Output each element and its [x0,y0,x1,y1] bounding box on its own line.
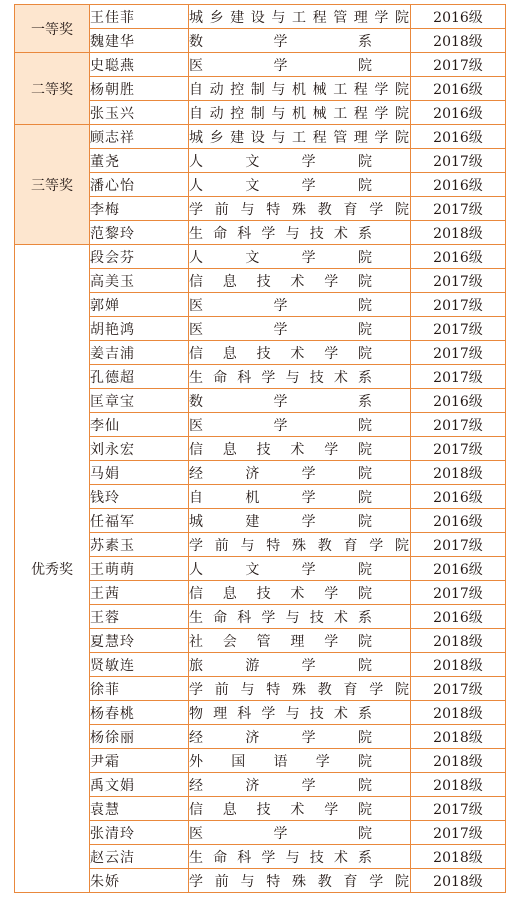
student-name-cell: 杨朝胜 [90,77,189,101]
college-name: 人文学院 [189,561,373,578]
grade-cell: 2017级 [411,821,506,845]
student-name-cell: 杨徐丽 [90,725,189,749]
grade-cell: 2016级 [411,485,506,509]
grade-cell: 2016级 [411,245,506,269]
student-name-cell: 魏建华 [90,29,189,53]
grade-cell: 2016级 [411,101,506,125]
college-cell [189,821,411,845]
college-name: 社会管理学院 [189,633,373,650]
college-name: 旅游学院 [189,657,373,674]
table-row [15,53,506,77]
college-name: 医学院 [189,321,373,338]
student-name-cell: 胡艳鸿 [90,317,189,341]
college-name: 经济学院 [189,729,373,746]
grade-cell: 2017级 [411,149,506,173]
grade-cell: 2016级 [411,605,506,629]
grade-cell: 2017级 [411,413,506,437]
award-table [14,4,506,893]
college-cell [189,101,411,125]
college-cell [189,197,411,221]
college-name: 经济学院 [189,777,373,794]
college-cell [189,845,411,869]
college-cell [189,293,411,317]
grade-cell: 2017级 [411,293,506,317]
grade-cell: 2018级 [411,749,506,773]
college-cell [189,125,411,149]
student-name-cell: 高美玉 [90,269,189,293]
student-name-cell: 杨春桃 [90,701,189,725]
grade-cell: 2018级 [411,701,506,725]
college-cell [189,557,411,581]
student-name-cell: 禹文娟 [90,773,189,797]
student-name-cell: 夏慧玲 [90,629,189,653]
college-cell [189,269,411,293]
college-name: 人文学院 [189,177,373,194]
college-name: 自动控制与机械工程学院 [189,105,410,122]
college-cell [189,29,411,53]
college-cell [189,5,411,29]
grade-cell: 2016级 [411,125,506,149]
student-name-cell: 姜吉浦 [90,341,189,365]
grade-cell: 2016级 [411,77,506,101]
grade-cell: 2017级 [411,365,506,389]
student-name-cell: 马娟 [90,461,189,485]
college-cell [189,173,411,197]
student-name-cell: 王佳菲 [90,5,189,29]
grade-cell: 2018级 [411,869,506,893]
college-name: 医学院 [189,57,373,74]
student-name-cell: 苏素玉 [90,533,189,557]
student-name-cell: 史聪燕 [90,53,189,77]
grade-cell: 2017级 [411,533,506,557]
student-name-cell: 朱娇 [90,869,189,893]
college-cell [189,77,411,101]
grade-cell: 2017级 [411,317,506,341]
student-name-cell: 钱玲 [90,485,189,509]
college-name: 生命科学与技术系 [189,369,373,386]
grade-cell: 2017级 [411,797,506,821]
college-cell [189,389,411,413]
college-name: 生命科学与技术系 [189,225,373,242]
student-name-cell: 张玉兴 [90,101,189,125]
grade-cell: 2018级 [411,629,506,653]
college-name: 人文学院 [189,153,373,170]
college-name: 生命科学与技术系 [189,609,373,626]
college-cell [189,245,411,269]
college-name: 学前与特殊教育学院 [189,873,410,890]
college-name: 医学院 [189,417,373,434]
college-cell [189,149,411,173]
college-name: 经济学院 [189,465,373,482]
grade-cell: 2018级 [411,29,506,53]
college-name: 学前与特殊教育学院 [189,681,410,698]
college-cell [189,413,411,437]
college-cell [189,605,411,629]
college-name: 学前与特殊教育学院 [189,537,410,554]
college-cell [189,653,411,677]
student-name-cell: 刘永宏 [90,437,189,461]
grade-cell: 2017级 [411,53,506,77]
grade-cell: 2016级 [411,389,506,413]
award-level-cell: 优秀奖 [15,245,90,893]
college-cell [189,677,411,701]
grade-cell: 2017级 [411,677,506,701]
college-name: 外国语学院 [189,753,373,770]
student-name-cell: 徐菲 [90,677,189,701]
grade-cell: 2017级 [411,581,506,605]
student-name-cell: 王蓉 [90,605,189,629]
college-cell [189,581,411,605]
college-cell [189,221,411,245]
college-name: 物理科学与技术系 [189,705,373,722]
college-name: 城乡建设与工程管理学院 [189,129,410,146]
student-name-cell: 李梅 [90,197,189,221]
student-name-cell: 任福军 [90,509,189,533]
college-cell [189,341,411,365]
college-name: 自动控制与机械工程学院 [189,81,410,98]
college-cell [189,509,411,533]
student-name-cell: 段会芬 [90,245,189,269]
college-cell [189,53,411,77]
college-cell [189,629,411,653]
college-name: 信息技术学院 [189,585,373,602]
college-cell [189,365,411,389]
table-row [15,125,506,149]
grade-cell: 2018级 [411,773,506,797]
grade-cell: 2016级 [411,173,506,197]
college-name: 医学院 [189,825,373,842]
college-name: 生命科学与技术系 [189,849,373,866]
college-cell [189,317,411,341]
college-name: 城建学院 [189,513,373,530]
college-cell [189,725,411,749]
student-name-cell: 尹霜 [90,749,189,773]
college-cell [189,869,411,893]
college-cell [189,749,411,773]
student-name-cell: 孔德超 [90,365,189,389]
student-name-cell: 顾志祥 [90,125,189,149]
award-level-cell: 一等奖 [15,5,90,53]
grade-cell: 2016级 [411,557,506,581]
grade-cell: 2016级 [411,5,506,29]
table-row [15,5,506,29]
college-cell [189,533,411,557]
college-name: 数学系 [189,393,373,410]
grade-cell: 2018级 [411,221,506,245]
grade-cell: 2017级 [411,341,506,365]
college-cell [189,797,411,821]
award-level-cell: 三等奖 [15,125,90,245]
award-table-body [15,5,506,893]
college-name: 医学院 [189,297,373,314]
college-name: 数学系 [189,33,373,50]
college-cell [189,773,411,797]
student-name-cell: 王萌萌 [90,557,189,581]
college-name: 学前与特殊教育学院 [189,201,410,218]
college-cell [189,461,411,485]
grade-cell: 2017级 [411,197,506,221]
student-name-cell: 贤敏连 [90,653,189,677]
college-name: 信息技术学院 [189,345,373,362]
student-name-cell: 李仙 [90,413,189,437]
grade-cell: 2017级 [411,269,506,293]
college-name: 信息技术学院 [189,273,373,290]
student-name-cell: 董尧 [90,149,189,173]
grade-cell: 2018级 [411,653,506,677]
grade-cell: 2018级 [411,725,506,749]
student-name-cell: 王茜 [90,581,189,605]
award-level-cell: 二等奖 [15,53,90,125]
student-name-cell: 张清玲 [90,821,189,845]
college-name: 信息技术学院 [189,801,373,818]
college-cell [189,437,411,461]
grade-cell: 2016级 [411,509,506,533]
student-name-cell: 范黎玲 [90,221,189,245]
student-name-cell: 赵云洁 [90,845,189,869]
table-row [15,245,506,269]
student-name-cell: 匡章宝 [90,389,189,413]
grade-cell: 2017级 [411,437,506,461]
college-name: 信息技术学院 [189,441,373,458]
college-name: 人文学院 [189,249,373,266]
student-name-cell: 郭婵 [90,293,189,317]
student-name-cell: 袁慧 [90,797,189,821]
college-name: 城乡建设与工程管理学院 [189,9,410,26]
college-name: 自机学院 [189,489,373,506]
college-cell [189,701,411,725]
student-name-cell: 潘心怡 [90,173,189,197]
grade-cell: 2018级 [411,845,506,869]
college-cell [189,485,411,509]
grade-cell: 2018级 [411,461,506,485]
